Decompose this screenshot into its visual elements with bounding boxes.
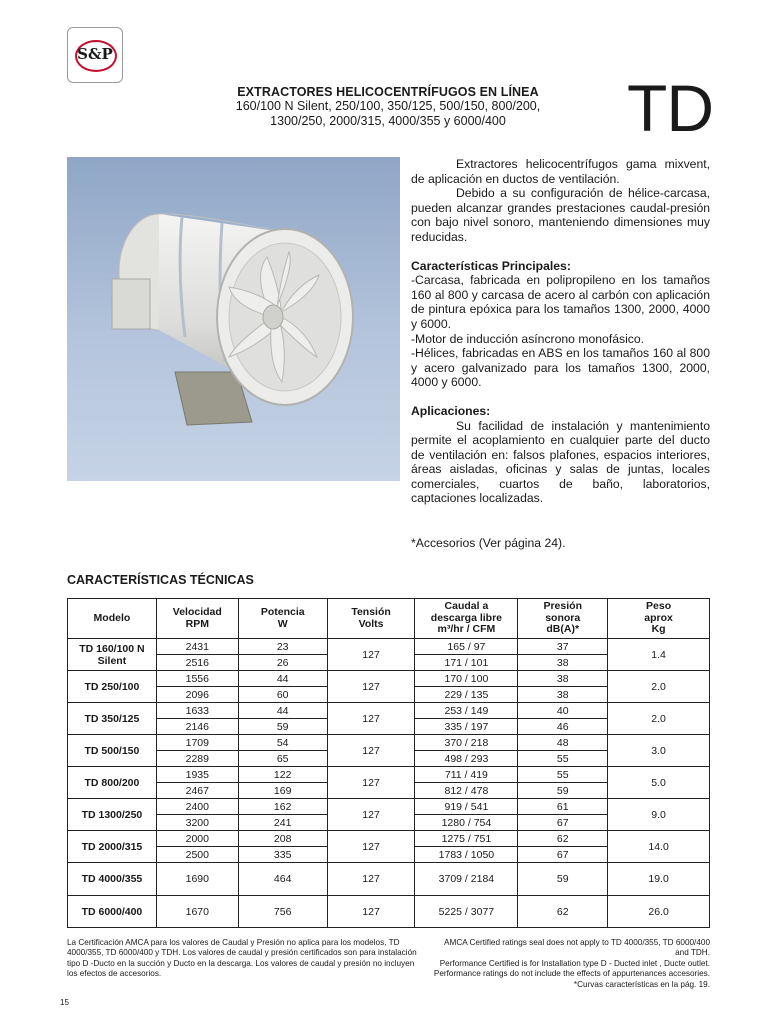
model-cell: TD 4000/355 (68, 863, 157, 896)
model-cell: TD 2000/315 (68, 831, 157, 863)
product-photo (67, 157, 400, 481)
flow-cell: 170 / 100 (415, 671, 518, 687)
col-header-flow: Caudal a descarga libre m³/hr / CFM (415, 599, 518, 639)
voltage-cell: 127 (327, 831, 415, 863)
rpm-cell: 2500 (156, 847, 238, 863)
power-cell: 335 (238, 847, 327, 863)
weight-cell: 2.0 (608, 703, 710, 735)
voltage-cell: 127 (327, 671, 415, 703)
power-cell: 464 (238, 863, 327, 896)
sound-cell: 59 (518, 783, 608, 799)
voltage-cell: 127 (327, 767, 415, 799)
product-models-line-1: 160/100 N Silent, 250/100, 350/125, 500/150, 800/200, (235, 99, 541, 113)
col-header-voltage: Tensión Volts (327, 599, 415, 639)
power-cell: 241 (238, 815, 327, 831)
product-code: TD (627, 71, 713, 145)
inline-fan-illustration (67, 157, 400, 481)
sound-cell: 67 (518, 815, 608, 831)
flow-cell: 171 / 101 (415, 655, 518, 671)
col-header-power: Potencia W (238, 599, 327, 639)
voltage-cell: 127 (327, 863, 415, 896)
sound-cell: 37 (518, 639, 608, 655)
table-row (68, 767, 710, 783)
weight-cell: 3.0 (608, 735, 710, 767)
sound-cell: 62 (518, 896, 608, 928)
model-cell: TD 250/100 (68, 671, 157, 703)
curves-reference-note: *Curvas características en la pág. 19. (573, 979, 710, 989)
voltage-cell: 127 (327, 735, 415, 767)
table-row (68, 831, 710, 847)
rpm-cell: 2289 (156, 751, 238, 767)
power-cell: 169 (238, 783, 327, 799)
power-cell: 60 (238, 687, 327, 703)
logo-text: S&P (77, 45, 113, 63)
description-paragraph-2: Debido a su configuración de hélice-carcasa, pueden alcanzar grandes prestaciones caudal-presión con bajo nivel sonoro, manteniendo dimensiones muy reducidas. (411, 186, 710, 244)
flow-cell: 3709 / 2184 (415, 863, 518, 896)
rpm-cell: 2000 (156, 831, 238, 847)
feature-item-housing: -Carcasa, fabricada en polipropileno en los tamaños 160 al 800 y carcasa de acero al carbón con aplicación de pintura epóxica para los tamaños 1300, 2000, 4000 y 6000. (411, 273, 710, 331)
sound-cell: 40 (518, 703, 608, 719)
tech-specs-heading: CARACTERÍSTICAS TÉCNICAS (67, 573, 254, 587)
flow-cell: 1783 / 1050 (415, 847, 518, 863)
power-cell: 54 (238, 735, 327, 751)
model-cell: TD 6000/400 (68, 896, 157, 928)
power-cell: 26 (238, 655, 327, 671)
rpm-cell: 1935 (156, 767, 238, 783)
model-cell: TD 500/150 (68, 735, 157, 767)
weight-cell: 5.0 (608, 767, 710, 799)
sound-cell: 61 (518, 799, 608, 815)
power-cell: 59 (238, 719, 327, 735)
amca-note-spanish: La Certificación AMCA para los valores de Caudal y Presión no aplica para los modelos, TD 4000/355, TD 6000/400 y TDH. Los valores de caudal y presión certificados son para instalación tipo D -Ducto en la succión y Ducto en la descarga. Los valores de caudal y presión no incluyen los efectos de accesorios. (67, 938, 417, 979)
table-row (68, 639, 710, 655)
rpm-cell: 1709 (156, 735, 238, 751)
feature-item-impeller: -Hélices, fabricadas en ABS en los tamaños 160 al 800 y acero galvanizado para los tamaños 1300, 2000, 4000 y 6000. (411, 346, 710, 390)
voltage-cell: 127 (327, 799, 415, 831)
flow-cell: 165 / 97 (415, 639, 518, 655)
table-row (68, 799, 710, 815)
col-header-model: Modelo (68, 599, 157, 639)
rpm-cell: 1556 (156, 671, 238, 687)
power-cell: 162 (238, 799, 327, 815)
weight-cell: 2.0 (608, 671, 710, 703)
applications-text: Su facilidad de instalación y mantenimiento permite el acoplamiento en cualquier parte del ducto de ventilación en: falsos plafones, espacios interiores, áreas aisladas, oficinas y salas de juntas, locales comerciales, cuartos de baño, laboratorios, captaciones localizadas. (411, 418, 710, 506)
product-title-block (200, 85, 576, 129)
model-cell: TD 350/125 (68, 703, 157, 735)
amca-note-english (430, 938, 710, 990)
weight-cell: 14.0 (608, 831, 710, 863)
power-cell: 23 (238, 639, 327, 655)
table-row (68, 735, 710, 751)
rpm-cell: 2516 (156, 655, 238, 671)
flow-cell: 919 / 541 (415, 799, 518, 815)
voltage-cell: 127 (327, 639, 415, 671)
amca-note-line-1: AMCA Certified ratings seal does not apply to TD 4000/355, TD 6000/400 and TDH. (444, 938, 710, 958)
applications-heading: Aplicaciones: (411, 403, 491, 418)
rpm-cell: 2400 (156, 799, 238, 815)
model-cell: TD 1300/250 (68, 799, 157, 831)
sound-cell: 67 (518, 847, 608, 863)
power-cell: 65 (238, 751, 327, 767)
features-heading: Características Principales: (411, 258, 571, 273)
sound-cell: 55 (518, 767, 608, 783)
table-body (68, 639, 710, 928)
sound-cell: 62 (518, 831, 608, 847)
weight-cell: 9.0 (608, 799, 710, 831)
rpm-cell: 2146 (156, 719, 238, 735)
power-cell: 122 (238, 767, 327, 783)
rpm-cell: 3200 (156, 815, 238, 831)
flow-cell: 498 / 293 (415, 751, 518, 767)
weight-cell: 1.4 (608, 639, 710, 671)
flow-cell: 5225 / 3077 (415, 896, 518, 928)
power-cell: 44 (238, 703, 327, 719)
sound-cell: 46 (518, 719, 608, 735)
voltage-cell: 127 (327, 703, 415, 735)
flow-cell: 812 / 478 (415, 783, 518, 799)
rpm-cell: 2467 (156, 783, 238, 799)
flow-cell: 1275 / 751 (415, 831, 518, 847)
power-cell: 44 (238, 671, 327, 687)
sound-cell: 59 (518, 863, 608, 896)
flow-cell: 1280 / 754 (415, 815, 518, 831)
sound-cell: 55 (518, 751, 608, 767)
amca-note-line-2: Performance Certified is for Installation type D - Ducted inlet , Ducte outlet. Performance ratings do not include the effects of appurtenances accesories. (433, 958, 710, 979)
rpm-cell: 1690 (156, 863, 238, 896)
flow-cell: 253 / 149 (415, 703, 518, 719)
rpm-cell: 2096 (156, 687, 238, 703)
rpm-cell: 1633 (156, 703, 238, 719)
product-title: EXTRACTORES HELICOCENTRÍFUGOS EN LÍNEA (237, 85, 539, 99)
rpm-cell: 1670 (156, 896, 238, 928)
flow-cell: 370 / 218 (415, 735, 518, 751)
description-paragraph-1: Extractores helicocentrífugos gama mixvent, de aplicación en ductos de ventilación. (411, 157, 710, 186)
table-row (68, 896, 710, 928)
rpm-cell: 2431 (156, 639, 238, 655)
model-cell: TD 160/100 N Silent (68, 639, 157, 671)
product-description (411, 157, 710, 551)
col-header-sound-pressure: Presión sonora dB(A)* (518, 599, 608, 639)
sound-cell: 48 (518, 735, 608, 751)
table-row (68, 671, 710, 687)
flow-cell: 335 / 197 (415, 719, 518, 735)
tech-specs-table (67, 598, 710, 928)
flow-cell: 229 / 135 (415, 687, 518, 703)
col-header-speed: Velocidad RPM (156, 599, 238, 639)
sound-cell: 38 (518, 687, 608, 703)
weight-cell: 26.0 (608, 896, 710, 928)
flow-cell: 711 / 419 (415, 767, 518, 783)
table-header-row (68, 599, 710, 639)
accessories-note: *Accesorios (Ver página 24). (411, 536, 566, 551)
power-cell: 208 (238, 831, 327, 847)
sound-cell: 38 (518, 655, 608, 671)
page-number: 15 (60, 998, 69, 1007)
feature-item-motor: -Motor de inducción asíncrono monofásico. (411, 331, 645, 346)
brand-logo (67, 27, 123, 83)
power-cell: 756 (238, 896, 327, 928)
weight-cell: 19.0 (608, 863, 710, 896)
col-header-weight: Peso aprox Kg (608, 599, 710, 639)
sound-cell: 38 (518, 671, 608, 687)
table-row (68, 703, 710, 719)
model-cell: TD 800/200 (68, 767, 157, 799)
voltage-cell: 127 (327, 896, 415, 928)
table-row (68, 863, 710, 896)
product-models-line-2: 1300/250, 2000/315, 4000/355 y 6000/400 (270, 114, 506, 128)
